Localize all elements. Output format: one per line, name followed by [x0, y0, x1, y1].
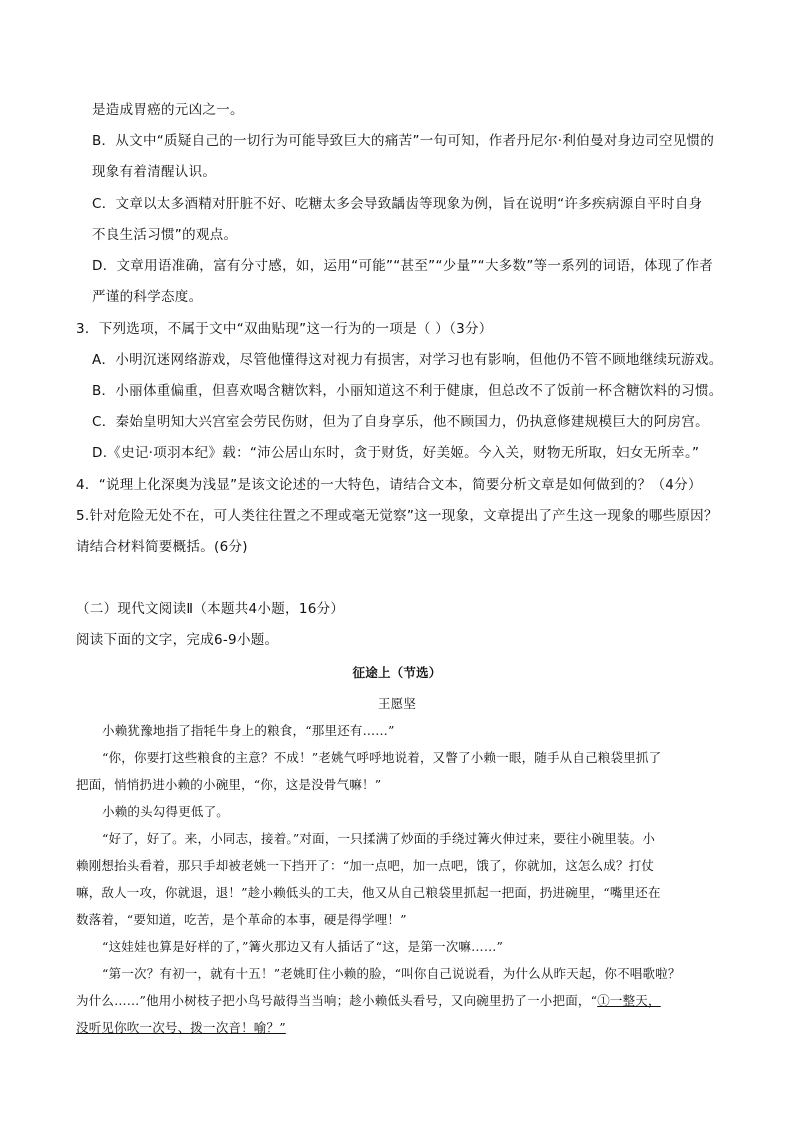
- option-d-line: D．文章用语准确，富有分寸感，如，运用“可能”“甚至”“少量”“大多数”等一系列的词语，体现了作者: [92, 258, 714, 274]
- question-3-option-c: C．秦始皇明知大兴宫室会劳民伤财，但为了自身享乐，他不顾国力，仍执意修建规模巨大的阿房宫。: [92, 414, 709, 430]
- question-3-stem: 3．下列选项，不属于文中“双曲贴现”这一行为的一项是（ ）（3分）: [76, 321, 493, 337]
- underlined-sentence: 没听见你吹一次号、拨一次音！喻？”: [76, 1020, 286, 1035]
- story-line: 数落着，“要知道，吃苦，是个革命的本事，硬是得学哩！”: [76, 912, 407, 927]
- story-author: 王愿坚: [377, 696, 417, 711]
- question-5-line: 5.针对危险无处不在，可人类往往置之不理或毫无觉察”这一现象，文章提出了产生这一现象的哪些原因？: [76, 508, 718, 524]
- question-5-line: 请结合材料简要概括。(6分): [76, 539, 248, 555]
- text-line: 现象有着清醒认识。: [92, 164, 217, 180]
- text-line: 是造成胃癌的元凶之一。: [92, 102, 244, 118]
- section-heading: （二）现代文阅读Ⅱ（本题共4小题，16分）: [76, 601, 345, 617]
- story-paragraph: 小赖的头勾得更低了。: [102, 804, 230, 819]
- story-line: [76, 992, 661, 1010]
- option-c-line: C．文章以太多酒精对肝脏不好、吃糖太多会导致龋齿等现象为例，旨在说明“许多疾病源自平时自身: [92, 196, 703, 212]
- question-3-option-a: A．小明沉迷网络游戏，尽管他懂得这对视力有损害，对学习也有影响，但他仍不管不顾地继续玩游戏。: [92, 352, 723, 368]
- question-3-option-d: D.《史记·项羽本纪》载：“沛公居山东时，贪于财货，好美姬。今入关，财物无所取，妇女无所幸。”: [92, 445, 700, 461]
- story-line: 嘛，敌人一攻，你就退，退！”趁小赖低头的工夫，他又从自己粮袋里抓起一把面，扔进碗里，“嘴里还在: [76, 885, 661, 900]
- question-4: 4．“说理上化深奥为浅显”是该文论述的一大特色，请结合文本，简要分析文章是如何做到的？（4分）: [76, 477, 702, 493]
- story-paragraph: “第一次？有初一，就有十五！”老姚盯住小赖的脸，“叫你自己说说看，为什么从昨天起，你不唱歌啦？: [102, 966, 681, 981]
- option-b-line: B．从文中“质疑自己的一切行为可能导致巨大的痛苦”一句可知，作者丹尼尔·利伯曼对身边司空见惯的: [92, 133, 715, 149]
- story-paragraph: “你，你要打这些粮食的主意？不成！”老姚气呼呼地说着，又瞥了小赖一眼，随手从自己粮袋里抓了: [102, 750, 662, 765]
- question-3-option-b: B．小丽体重偏重，但喜欢喝含糖饮料，小丽知道这不利于健康，但总改不了饭前一杯含糖饮料的习惯。: [92, 383, 723, 399]
- text-line: 不良生活习惯”的观点。: [92, 227, 238, 243]
- story-title: 征途上（节选）: [352, 665, 442, 680]
- story-paragraph: “好了，好了。来，小同志，接着。”对面，一只揉满了炒面的手绕过篝火伸过来，要往小碗里装。小: [102, 831, 656, 846]
- story-line: 把面，悄悄扔进小赖的小碗里，“你，这是没骨气嘛！”: [76, 777, 382, 792]
- story-paragraph: “这娃娃也算是好样的了，”篝火那边又有人插话了“这，是第一次嘛……”: [102, 939, 504, 954]
- underlined-sentence: ①一整天，: [597, 993, 661, 1008]
- text-line: 严谨的科学态度。: [92, 289, 203, 305]
- story-text: 为什么……”他用小树枝子把小鸟号敲得当当响；趁小赖低头看号，又向碗里扔了一小把面，“: [76, 993, 598, 1008]
- story-paragraph: 小赖犹豫地指了指牦牛身上的粮食，“那里还有……”: [102, 723, 395, 738]
- section-instruction: 阅读下面的文字，完成6-9小题。: [76, 632, 279, 648]
- story-line: 赖刚想抬头看着，那只手却被老姚一下挡开了：“加一点吧，加一点吧，饿了，你就加，这怎么成？打仗: [76, 858, 655, 873]
